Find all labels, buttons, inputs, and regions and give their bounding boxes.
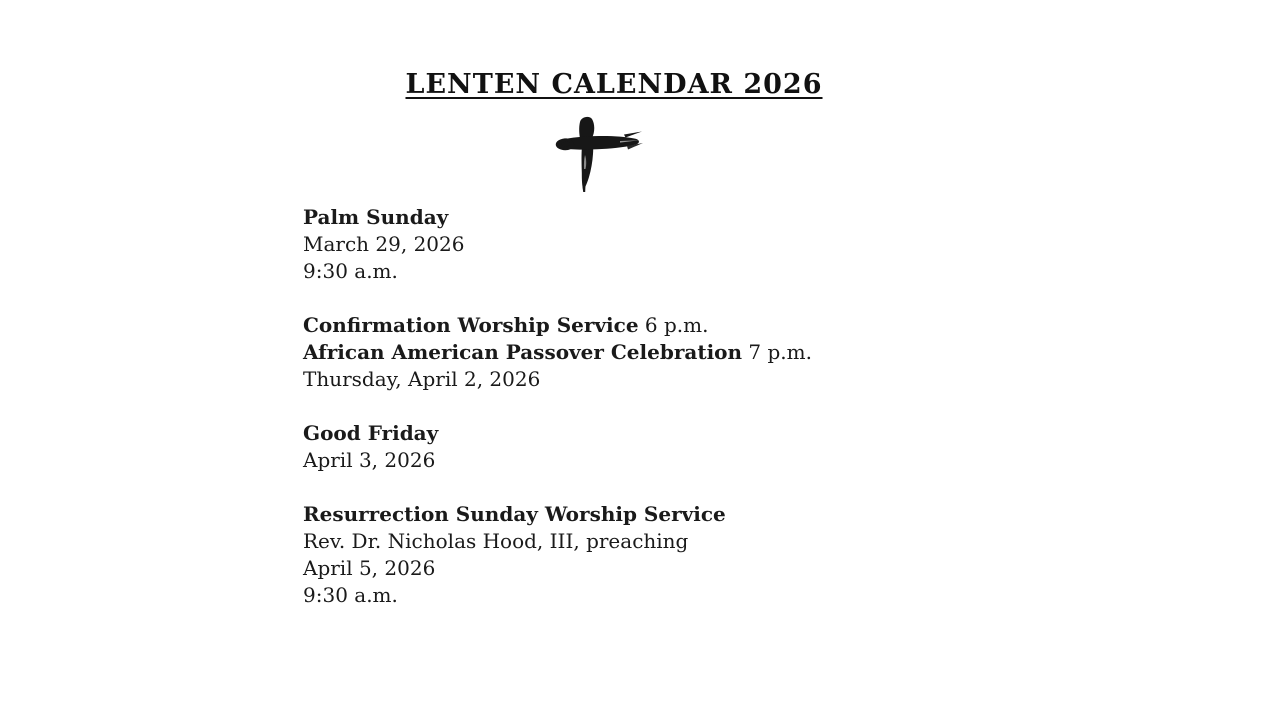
event-name: Palm Sunday bbox=[303, 205, 449, 229]
event-block bbox=[303, 312, 943, 393]
event-line bbox=[303, 501, 943, 528]
event-line bbox=[303, 312, 943, 339]
event-detail: 9:30 a.m. bbox=[303, 583, 398, 607]
event-detail: 7 p.m. bbox=[742, 340, 812, 364]
event-name: Good Friday bbox=[303, 421, 439, 445]
event-block bbox=[303, 420, 943, 474]
event-line bbox=[303, 420, 943, 447]
event-line bbox=[303, 528, 943, 555]
event-detail: April 3, 2026 bbox=[303, 448, 436, 472]
event-name: Resurrection Sunday Worship Service bbox=[303, 502, 726, 526]
event-detail: 6 p.m. bbox=[638, 313, 709, 337]
event-line bbox=[303, 258, 943, 285]
event-line bbox=[303, 339, 943, 366]
event-detail: March 29, 2026 bbox=[303, 232, 465, 256]
event-line bbox=[303, 447, 943, 474]
event-detail: April 5, 2026 bbox=[303, 556, 436, 580]
event-line bbox=[303, 204, 943, 231]
event-block bbox=[303, 501, 943, 609]
event-line bbox=[303, 231, 943, 258]
event-detail: 9:30 a.m. bbox=[303, 259, 398, 283]
event-name: Confirmation Worship Service bbox=[303, 313, 639, 337]
event-line bbox=[303, 555, 943, 582]
page-title: LENTEN CALENDAR 2026 bbox=[405, 69, 823, 100]
event-line bbox=[303, 582, 943, 609]
event-detail: Thursday, April 2, 2026 bbox=[303, 367, 541, 391]
event-line bbox=[303, 366, 943, 393]
cross-icon bbox=[552, 115, 644, 195]
event-name: African American Passover Celebration bbox=[303, 340, 743, 364]
event-list bbox=[303, 204, 943, 609]
event-detail: Rev. Dr. Nicholas Hood, III, preaching bbox=[303, 529, 689, 553]
event-block bbox=[303, 204, 943, 285]
